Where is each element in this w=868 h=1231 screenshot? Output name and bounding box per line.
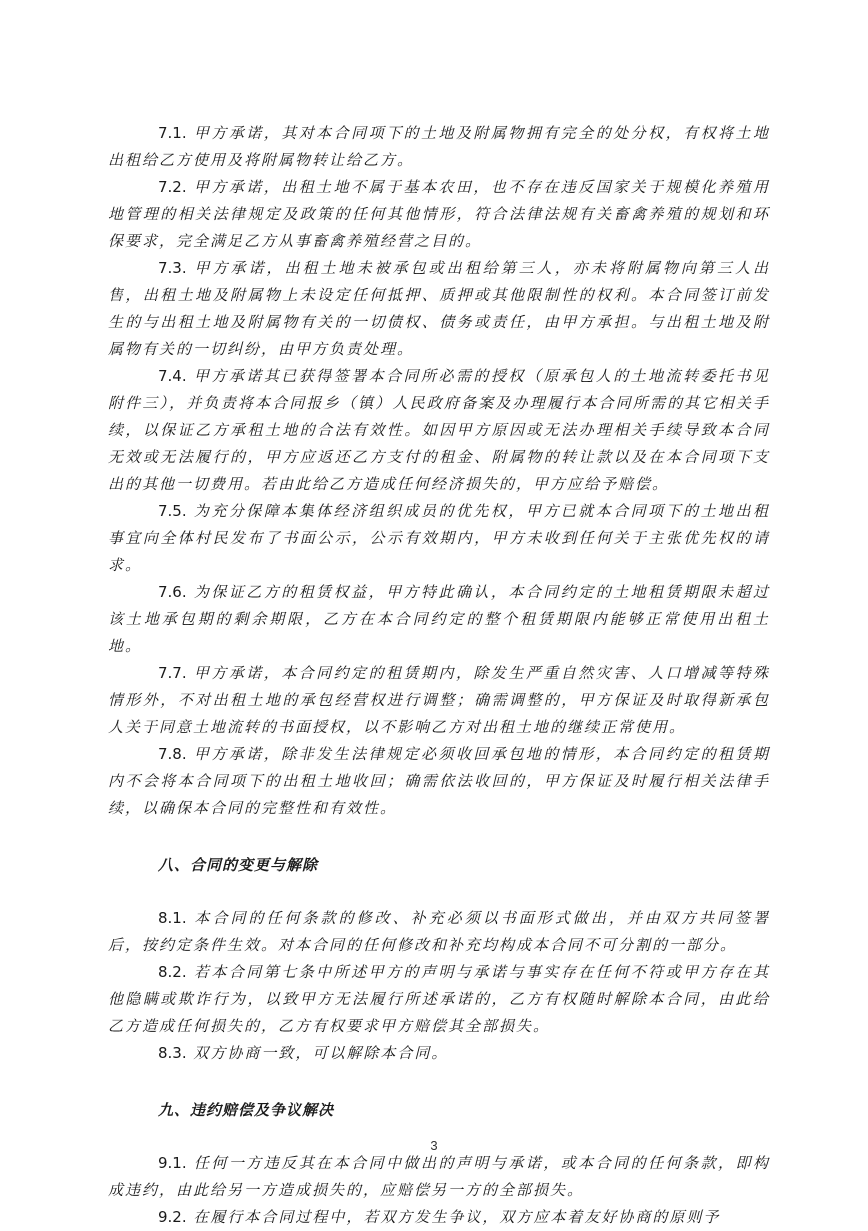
clause-8-1 [108, 905, 770, 959]
clause-text: 任何一方违反其在本合同中做出的声明与承诺，或本合同的任何条款，即构成违约，由此给另一方造成损失的，应赔偿另一方的全部损失。 [108, 1154, 770, 1199]
clause-7-7 [108, 660, 770, 741]
clause-8-3 [108, 1040, 770, 1067]
clause-7-6 [108, 579, 770, 660]
clause-text: 甲方承诺，其对本合同项下的土地及附属物拥有完全的处分权，有权将土地出租给乙方使用及将附属物转让给乙方。 [108, 124, 770, 169]
clause-text: 为保证乙方的租赁权益，甲方特此确认，本合同约定的土地租赁期限未超过该土地承包期的剩余期限，乙方在本合同约定的整个租赁期限内能够正常使用出租土地。 [108, 583, 770, 655]
clause-number: 7.1. [158, 124, 187, 142]
contract-body [108, 120, 770, 1231]
page-number: 3 [430, 1138, 438, 1153]
clause-7-4 [108, 363, 770, 498]
clause-number: 9.1. [158, 1154, 187, 1172]
clause-7-3 [108, 255, 770, 363]
section-heading-8: 八、合同的变更与解除 [158, 856, 319, 874]
clause-8-2 [108, 959, 770, 1040]
clause-number: 7.2. [158, 178, 187, 196]
clause-number: 7.8. [158, 745, 187, 763]
clause-9-2 [108, 1204, 770, 1231]
clause-text: 若本合同第七条中所述甲方的声明与承诺与事实存在任何不符或甲方存在其他隐瞒或欺诈行为，以致甲方无法履行所述承诺的，乙方有权随时解除本合同，由此给乙方造成任何损失的，乙方有权要求甲方赔偿其全部损失。 [108, 963, 770, 1035]
clause-text: 在履行本合同过程中，若双方发生争议，双方应本着友好协商的原则予 [193, 1208, 721, 1226]
clause-text: 甲方承诺，本合同约定的租赁期内，除发生严重自然灾害、人口增减等特殊情形外，不对出租土地的承包经营权进行调整；确需调整的，甲方保证及时取得新承包人关于同意土地流转的书面授权，以不影响乙方对出租土地的继续正常使用。 [108, 664, 770, 736]
clause-text: 本合同的任何条款的修改、补充必须以书面形式做出，并由双方共同签署后，按约定条件生效。对本合同的任何修改和补充均构成本合同不可分割的一部分。 [108, 909, 770, 954]
clause-text: 双方协商一致，可以解除本合同。 [193, 1044, 449, 1062]
clause-number: 7.7. [158, 664, 187, 682]
clause-number: 7.6. [158, 583, 187, 601]
clause-number: 9.2. [158, 1208, 187, 1226]
clause-7-2 [108, 174, 770, 255]
clause-number: 7.3. [158, 259, 187, 277]
clause-number: 8.1. [158, 909, 187, 927]
clause-number: 7.5. [158, 502, 187, 520]
clause-7-5 [108, 498, 770, 579]
clause-number: 8.2. [158, 963, 187, 981]
clause-text: 甲方承诺，出租土地不属于基本农田，也不存在违反国家关于规模化养殖用地管理的相关法律规定及政策的任何其他情形，符合法律法规有关畜禽养殖的规划和环保要求，完全满足乙方从事畜禽养殖经营之目的。 [108, 178, 770, 250]
clause-9-1 [108, 1150, 770, 1204]
clause-text: 甲方承诺，出租土地未被承包或出租给第三人，亦未将附属物向第三人出售，出租土地及附属物上未设定任何抵押、质押或其他限制性的权利。本合同签订前发生的与出租土地及附属物有关的一切债权、债务或责任，由甲方承担。与出租土地及附属物有关的一切纠纷，由甲方负责处理。 [108, 259, 770, 358]
clause-number: 8.3. [158, 1044, 187, 1062]
clause-7-1 [108, 120, 770, 174]
section-heading-9: 九、违约赔偿及争议解决 [158, 1101, 335, 1119]
clause-7-8 [108, 741, 770, 822]
clause-text: 甲方承诺其已获得签署本合同所必需的授权（原承包人的土地流转委托书见附件三），并负责将本合同报乡（镇）人民政府备案及办理履行本合同所需的其它相关手续，以保证乙方承租土地的合法有效性。如因甲方原因或无法办理相关手续导致本合同无效或无法履行的，甲方应返还乙方支付的租金、附属物的转让款以及在本合同项下支出的其他一切费用。若由此给乙方造成任何经济损失的，甲方应给予赔偿。 [108, 367, 770, 493]
clause-number: 7.4. [158, 367, 187, 385]
clause-text: 甲方承诺，除非发生法律规定必须收回承包地的情形，本合同约定的租赁期内不会将本合同项下的出租土地收回；确需依法收回的，甲方保证及时履行相关法律手续，以确保本合同的完整性和有效性。 [108, 745, 770, 817]
clause-text: 为充分保障本集体经济组织成员的优先权，甲方已就本合同项下的土地出租事宜向全体村民发布了书面公示，公示有效期内，甲方未收到任何关于主张优先权的请求。 [108, 502, 770, 574]
